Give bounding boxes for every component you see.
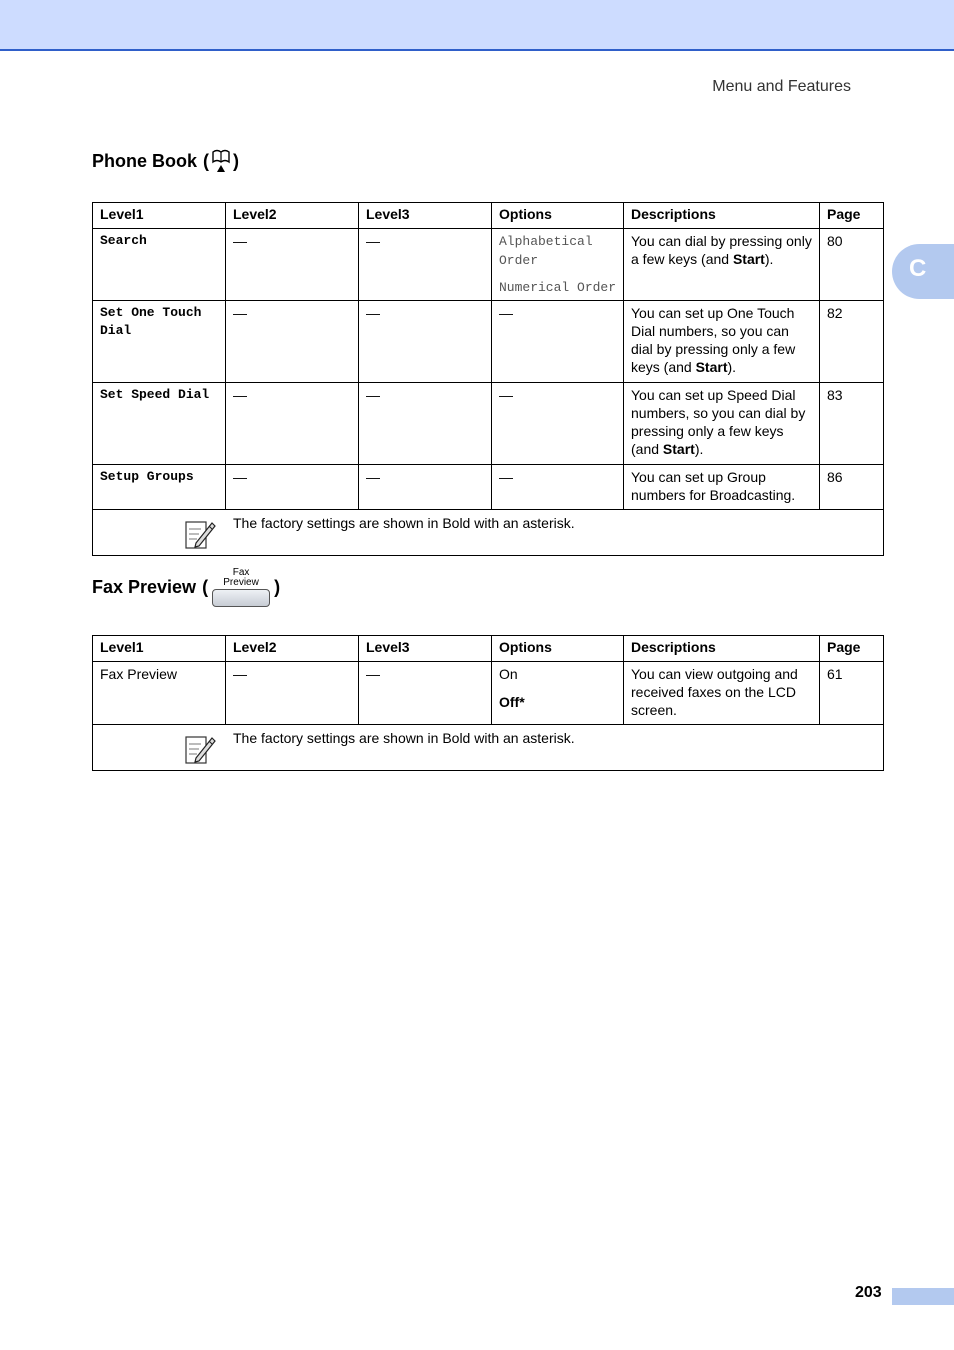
level2-cell: — <box>226 229 359 301</box>
options-cell <box>492 229 624 301</box>
page-number: 203 <box>855 1284 882 1301</box>
phone-book-heading: Phone Book ( ) <box>92 148 239 174</box>
level2-cell: — <box>226 383 359 465</box>
level3-cell: — <box>359 662 492 725</box>
table-header-row <box>93 203 884 229</box>
page-cell: 61 <box>820 662 884 725</box>
level1-cell: Fax Preview <box>93 662 226 725</box>
description-cell: You can dial by pressing only a few keys (and Start). <box>624 229 820 301</box>
options-cell: — <box>492 383 624 465</box>
fax-preview-heading: Fax Preview ( Fax Preview ) <box>92 568 280 607</box>
options-cell: — <box>492 465 624 510</box>
col-header-page: Page <box>820 636 884 662</box>
description-cell: You can set up Speed Dial numbers, so you can dial by pressing only a few keys (and Start). <box>624 383 820 465</box>
note-cell <box>93 510 884 556</box>
col-header-level1: Level1 <box>93 203 226 229</box>
option-value: On <box>499 666 518 682</box>
col-header-level3: Level3 <box>359 203 492 229</box>
level1-cell: Setup Groups <box>93 465 226 510</box>
fax-key-label: Fax <box>232 567 250 578</box>
note-pencil-icon <box>183 517 217 551</box>
description-cell: You can view outgoing and received faxes on the LCD screen. <box>624 662 820 725</box>
option-value-default: Off* <box>499 694 525 710</box>
note-cell <box>93 725 884 771</box>
col-header-level1: Level1 <box>93 636 226 662</box>
note-row <box>93 510 884 556</box>
note-row <box>93 725 884 771</box>
note-text: The factory settings are shown in Bold with an asterisk. <box>233 730 575 746</box>
page-cell: 86 <box>820 465 884 510</box>
note-text: The factory settings are shown in Bold with an asterisk. <box>233 515 575 531</box>
top-band <box>0 0 954 51</box>
table-row <box>93 465 884 510</box>
chapter-tab <box>892 244 954 299</box>
level3-cell: — <box>359 229 492 301</box>
col-header-options: Options <box>492 203 624 229</box>
fax-preview-title: Fax Preview <box>92 577 197 597</box>
description-cell: You can set up Group numbers for Broadcasting. <box>624 465 820 510</box>
page-cell: 80 <box>820 229 884 301</box>
level2-cell: — <box>226 301 359 383</box>
options-cell <box>492 662 624 725</box>
level3-cell: — <box>359 465 492 510</box>
col-header-level2: Level2 <box>226 203 359 229</box>
level3-cell: — <box>359 301 492 383</box>
col-header-level3: Level3 <box>359 636 492 662</box>
options-cell: — <box>492 301 624 383</box>
col-header-level2: Level2 <box>226 636 359 662</box>
chapter-tab-letter: C <box>909 255 927 282</box>
phone-book-title: Phone Book <box>92 150 198 171</box>
table-header-row <box>93 636 884 662</box>
col-header-page: Page <box>820 203 884 229</box>
option-value: Alphabetical Order <box>499 234 593 268</box>
col-header-descriptions: Descriptions <box>624 636 820 662</box>
description-cell: You can set up One Touch Dial numbers, so you can dial by pressing only a few keys (and Start). <box>624 301 820 383</box>
phone-book-icon <box>210 148 232 174</box>
level2-cell: — <box>226 465 359 510</box>
running-header: Menu and Features <box>712 78 851 95</box>
fax-preview-table <box>92 635 884 771</box>
level1-cell: Set One Touch Dial <box>93 301 226 383</box>
note-pencil-icon <box>183 732 217 766</box>
level1-cell: Set Speed Dial <box>93 383 226 465</box>
level2-cell: — <box>226 662 359 725</box>
page-cell: 83 <box>820 383 884 465</box>
table-row <box>93 662 884 725</box>
page-number-bar <box>892 1288 954 1305</box>
table-row <box>93 383 884 465</box>
fax-preview-key-icon <box>212 568 270 607</box>
col-header-options: Options <box>492 636 624 662</box>
level1-cell: Search <box>93 229 226 301</box>
option-value: Numerical Order <box>499 280 617 295</box>
col-header-descriptions: Descriptions <box>624 203 820 229</box>
table-row <box>93 229 884 301</box>
table-row <box>93 301 884 383</box>
phone-book-table <box>92 202 884 556</box>
fax-key-label: Preview <box>223 577 259 588</box>
level3-cell: — <box>359 383 492 465</box>
page-cell: 82 <box>820 301 884 383</box>
